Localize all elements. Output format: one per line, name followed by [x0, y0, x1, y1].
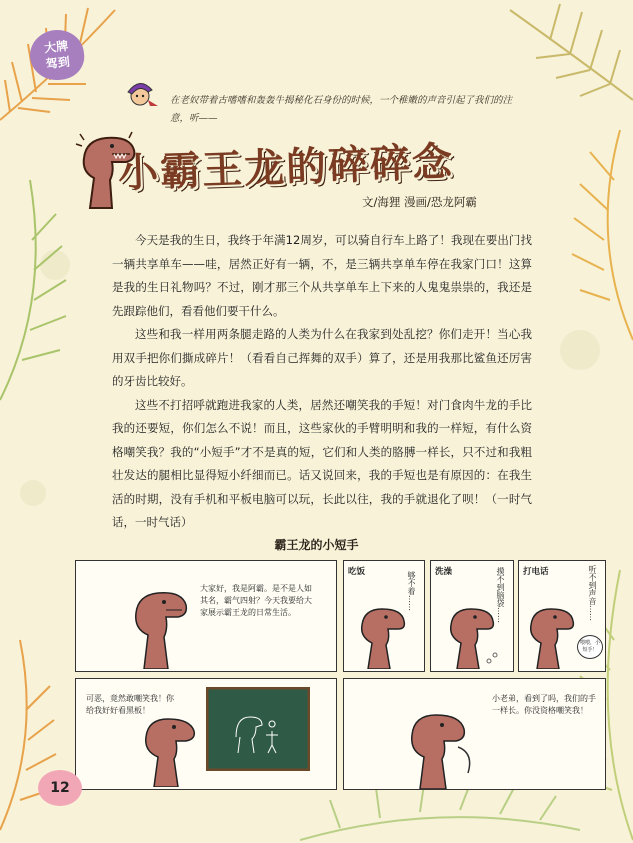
comic-panel-5 [75, 678, 337, 790]
bg-dot [20, 480, 46, 506]
comic-panel-1 [75, 560, 337, 672]
panel-2-text: 够不着…… [407, 571, 416, 611]
paragraph: 这些不打招呼就跑进我家的人类，居然还嘲笑我的手短！对门食肉牛龙的手比我的还要短，你们怎么不说！而且，这些家伙的手臂明明和我的一样短，有什么资格嘲笑我？我的“小短手”才不是真的短，它们和人类的胳膊一样长，只不过和我粗壮发达的腿相比显得短小纤细而已。话又说回来，我的手短也是有原因的：在我生活的时期，没有手机和平板电脑可以玩，长此以往，我的手就退化了呗！（一时气话，一时气话） [112, 397, 532, 529]
blackboard-icon [206, 687, 310, 771]
comic-title: 霸王龙的小短手 [274, 538, 359, 552]
dinosaur-icon [404, 703, 484, 789]
dinosaur-icon [138, 709, 204, 787]
article-title: 小霸王龙的碎碎念 [117, 139, 455, 197]
panel-5-text: 可恶，竟然敢嘲笑我！你给我好好看黑板！ [86, 694, 174, 715]
panel-4-bubble: 喂喂，小短手！ [577, 635, 603, 659]
comic-panel-2 [343, 560, 425, 672]
intro-text: 在老奴带着古嗜嗜和轰轰牛揭秘化石身份的时候，一个稚嫩的声音引起了我们的注意，听—— [170, 95, 513, 124]
palm-leaf-decoration [0, 630, 60, 843]
panel-6-text: 小老弟，看到了吗，我们的手一样长。你没资格嘲笑我！ [492, 694, 596, 715]
panel-4-label: 打电话 [523, 567, 549, 577]
narrator-avatar-icon [120, 76, 160, 110]
byline: 文/海狸 漫画/恐龙阿霸 [362, 195, 477, 209]
comic-panel-3 [430, 560, 514, 672]
dinosaur-icon [523, 601, 583, 669]
panel-3-text: 摸不到脑袋…… [496, 567, 505, 623]
panel-4-text: 听不到声音…… [588, 565, 597, 621]
panel-3-label: 洗澡 [435, 567, 453, 577]
palm-leaf-decoration [0, 170, 70, 410]
article-body [112, 229, 532, 535]
dinosaur-icon [354, 601, 414, 669]
badge-line-1: 大牌 [43, 38, 69, 56]
panel-1-text: 大家好，我是阿霸。是不是人如其名，霸气四射？今天我要给大家展示霸王龙的日常生活。 [200, 584, 312, 617]
dinosaur-icon [443, 601, 503, 669]
page-number: 12 [38, 770, 82, 806]
dinosaur-icon [126, 583, 196, 669]
palm-leaf-decoration [560, 120, 633, 350]
comic-panel-4 [518, 560, 606, 672]
paragraph: 这些和我一样用两条腿走路的人类为什么在我家到处乱挖？你们走开！当心我用双手把你们撕成碎片！（看看自己挥舞的双手）算了，还是用我那比鲨鱼还厉害的牙齿比较好。 [112, 327, 532, 388]
comic-panel-6 [343, 678, 606, 790]
paragraph: 今天是我的生日，我终于年满12周岁，可以骑自行车上路了！我现在要出门找一辆共享单车——哇，居然正好有一辆，不，是三辆共享单车停在我家门口！这算是我的生日礼物吗？不过，刚才那三个从共享单车上下来的人鬼鬼祟祟的，我还是先跟踪他们，看看他们要干什么。 [112, 233, 532, 318]
panel-2-label: 吃饭 [348, 567, 366, 577]
badge-line-2: 驾到 [45, 54, 71, 72]
